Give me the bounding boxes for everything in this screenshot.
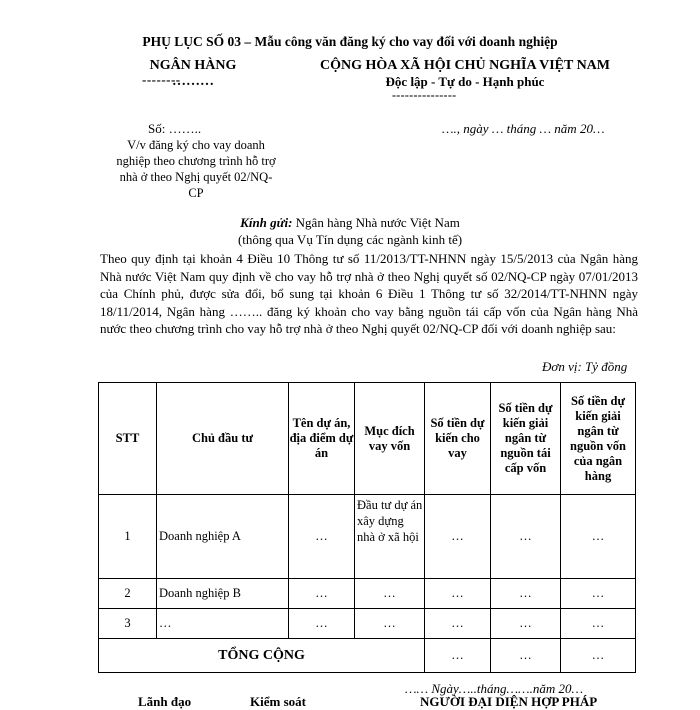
table-cell: … [355, 609, 425, 639]
table-cell: … [491, 579, 561, 609]
addressee-label: Kính gửi: [240, 215, 293, 230]
cut-off-signature-line [0, 694, 700, 709]
motto-underline: --------------- [392, 88, 457, 102]
unit-label: Đơn vị: Tỷ đồng [542, 359, 628, 374]
table-cell: … [425, 609, 491, 639]
table-row [99, 609, 636, 639]
table-cell: … [425, 579, 491, 609]
table-cell: 3 [99, 609, 157, 639]
table-cell: Đầu tư dự án xây dựng nhà ở xã hội [355, 495, 425, 579]
subject-line: V/v đăng ký cho vay doanh nghiệp theo chương trình hỗ trợ nhà ở theo Nghị quyết 02/NQ-CP [116, 138, 276, 200]
table-row [99, 579, 636, 609]
bank-name: NGÂN HÀNG ……… [149, 58, 237, 89]
national-motto: Độc lập - Tự do - Hạnh phúc [385, 74, 545, 89]
document-title: PHỤ LỤC SỐ 03 – Mẫu công văn đăng ký cho vay đối với doanh nghiệp [142, 34, 558, 49]
table-header: Tên dự án, địa điểm dự án [289, 383, 355, 495]
table-row [99, 495, 636, 579]
total-value: … [561, 639, 636, 673]
table-cell: … [491, 495, 561, 579]
loan-table [98, 382, 636, 673]
cut-text: NGƯỜI ĐẠI DIỆN HỢP PHÁP [420, 694, 598, 709]
table-cell: … [289, 579, 355, 609]
table-cell: 2 [99, 579, 157, 609]
total-value: … [491, 639, 561, 673]
table-cell: … [561, 579, 636, 609]
total-value: … [425, 639, 491, 673]
table-cell: … [561, 609, 636, 639]
addressee [0, 215, 700, 231]
table-cell: Doanh nghiệp B [157, 579, 289, 609]
body-paragraph: Theo quy định tại khoản 4 Điều 10 Thông tư số 11/2013/TT-NHNN ngày 15/5/2013 của Ngân hàng Nhà nước Việt Nam quy định về cho vay hỗ trợ nhà ở theo Nghị quyết số 02/NQ-CP ngày 07/01/2013 của Chính phủ, được sửa đổi, bổ sung tại khoản 6 Điều 1 Thông tư số 32/2014/TT-NHNN ngày 18/11/2014, Ngân hàng …….. đăng ký khoản cho vay bằng nguồn tái cấp vốn của Ngân hàng Nhà nước theo chương trình cho vay hỗ trợ nhà ở theo Nghị quyết 02/NQ-CP đối với doanh nghiệp sau: [100, 251, 638, 337]
table-header: Mục đích vay vốn [355, 383, 425, 495]
table-header: Số tiền dự kiến giải ngân từ nguồn vốn của ngân hàng [561, 383, 636, 495]
document-number: Số: …….. [148, 121, 202, 136]
table-cell: … [157, 609, 289, 639]
republic-heading: CỘNG HÒA XÃ HỘI CHỦ NGHĨA VIỆT NAM [319, 58, 610, 73]
table-cell: … [491, 609, 561, 639]
table-cell: … [289, 495, 355, 579]
table-cell: … [289, 609, 355, 639]
table-header: Chủ đầu tư [157, 383, 289, 495]
table-cell: 1 [99, 495, 157, 579]
table-cell: … [561, 495, 636, 579]
table-cell: … [425, 495, 491, 579]
addressee-recipient: Ngân hàng Nhà nước Việt Nam [292, 215, 460, 230]
table-cell: Doanh nghiệp A [157, 495, 289, 579]
table-header: STT [99, 383, 157, 495]
table-total-row [99, 639, 636, 673]
cut-text: Kiểm soát [250, 694, 306, 709]
table-header: Số tiền dự kiến cho vay [425, 383, 491, 495]
date-line: …., ngày … tháng … năm 20… [442, 121, 605, 136]
bank-underline: -------- [142, 72, 181, 87]
table-header: Số tiền dự kiến giải ngân từ nguồn tái cấp vốn [491, 383, 561, 495]
table-cell: … [355, 579, 425, 609]
cut-text: Lãnh đạo [138, 694, 192, 709]
addressee-via: (thông qua Vụ Tín dụng các ngành kinh tế) [237, 232, 463, 247]
total-label: TỔNG CỘNG [99, 639, 425, 673]
signature-date: …… Ngày…..tháng…….năm 20… [405, 681, 584, 696]
table-header-row [99, 383, 636, 495]
